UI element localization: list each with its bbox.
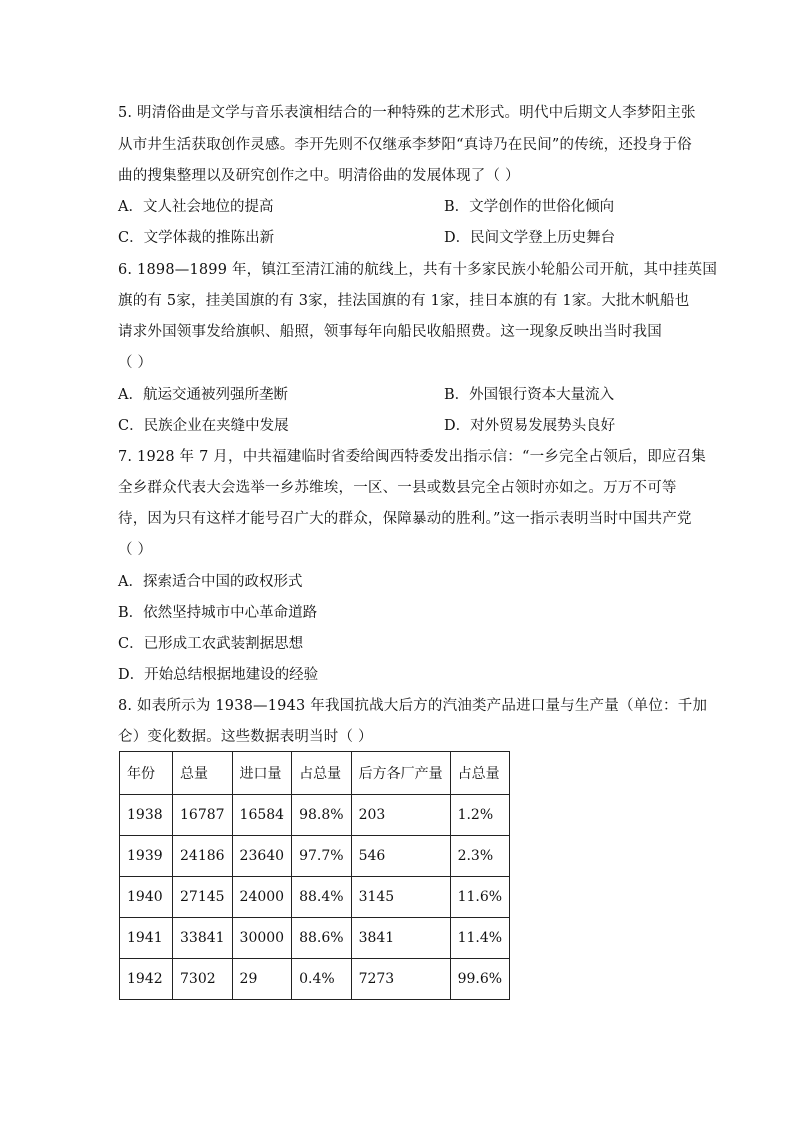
table-cell: 11.4% <box>450 918 509 959</box>
q6-option-b: B．外国银行资本大量流入 <box>444 387 615 403</box>
table-cell: 23640 <box>232 836 292 877</box>
table-cell: 16584 <box>232 795 292 836</box>
table-cell: 88.4% <box>292 877 351 918</box>
table-cell: 29 <box>232 959 292 1000</box>
table-cell: 98.8% <box>292 795 351 836</box>
table-row <box>120 795 510 836</box>
table-cell: 1941 <box>120 918 173 959</box>
q6-line-4: （ ） <box>118 355 153 371</box>
q7-line-1: 7. 1928 年 7 月，中共福建临时省委给闽西特委发出指示信：“一乡完全占领后，即应召集 <box>118 449 707 465</box>
q7-line-4: （ ） <box>118 542 153 558</box>
table-row <box>120 836 510 877</box>
table-cell: 3145 <box>351 877 450 918</box>
q8-line-1: 8. 如表所示为 1938—1943 年我国抗战大后方的汽油类产品进口量与生产量（单位：千加 <box>118 698 708 714</box>
table-cell: 1942 <box>120 959 173 1000</box>
table-header-cell: 总量 <box>173 752 233 795</box>
table-cell: 30000 <box>232 918 292 959</box>
table-cell: 0.4% <box>292 959 351 1000</box>
q5-line-1: 5. 明清俗曲是文学与音乐表演相结合的一种特殊的艺术形式。明代中后期文人李梦阳主张 <box>118 105 696 121</box>
table-cell: 16787 <box>173 795 233 836</box>
table-cell: 1938 <box>120 795 173 836</box>
q6-line-1: 6. 1898—1899 年，镇江至清江浦的航线上，共有十多家民族小轮船公司开航，其中挂英国 <box>118 262 718 278</box>
q7-line-3: 待，因为只有这样才能号召广大的群众，保障暴动的胜利。”这一指示表明当时中国共产党 <box>118 511 692 527</box>
table-header-cell: 后方各厂产量 <box>351 752 450 795</box>
q7-option-b: B．依然坚持城市中心革命道路 <box>118 605 318 621</box>
table-cell: 7273 <box>351 959 450 1000</box>
q8-line-2: 仑）变化数据。这些数据表明当时（ ） <box>118 729 373 745</box>
q6-option-d: D．对外贸易发展势头良好 <box>444 418 616 434</box>
q7-option-a: A．探索适合中国的政权形式 <box>118 574 303 590</box>
table-cell: 1939 <box>120 836 173 877</box>
table-cell: 1.2% <box>450 795 509 836</box>
q6-option-a: A．航运交通被列强所垄断 <box>118 387 288 403</box>
q5-option-b: B．文学创作的世俗化倾向 <box>444 199 615 215</box>
q7-option-c: C．已形成工农武装割据思想 <box>118 636 304 652</box>
q6-line-3: 请求外国领事发给旗帜、船照，领事每年向船民收船照费。这一现象反映出当时我国 <box>118 324 662 340</box>
table-cell: 2.3% <box>450 836 509 877</box>
q6-option-c: C．民族企业在夹缝中发展 <box>118 418 289 434</box>
q6-line-2: 旗的有 5家，挂美国旗的有 3家，挂法国旗的有 1家，挂日本旗的有 1家。大批木帆船也 <box>118 293 690 309</box>
table-cell: 24186 <box>173 836 233 877</box>
table-cell: 97.7% <box>292 836 351 877</box>
petroleum-data-table <box>119 751 510 1000</box>
table-row <box>120 959 510 1000</box>
table-row <box>120 918 510 959</box>
table-header-cell: 年份 <box>120 752 173 795</box>
table-cell: 99.6% <box>450 959 509 1000</box>
table-header-cell: 占总量 <box>450 752 509 795</box>
table-cell: 24000 <box>232 877 292 918</box>
table-cell: 7302 <box>173 959 233 1000</box>
table-cell: 3841 <box>351 918 450 959</box>
table-header-row <box>120 752 510 795</box>
q5-option-a: A．文人社会地位的提高 <box>118 199 274 215</box>
q7-option-d: D．开始总结根据地建设的经验 <box>118 667 319 683</box>
q5-option-d: D．民间文学登上历史舞台 <box>444 230 616 246</box>
table-header-cell: 占总量 <box>292 752 351 795</box>
table-cell: 546 <box>351 836 450 877</box>
table-header-cell: 进口量 <box>232 752 292 795</box>
q7-line-2: 全乡群众代表大会选举一乡苏维埃，一区、一县或数县完全占领时亦如之。万万不可等 <box>118 480 677 496</box>
q5-line-3: 曲的搜集整理以及研究创作之中。明清俗曲的发展体现了（ ） <box>118 168 520 184</box>
table-row <box>120 877 510 918</box>
table-cell: 11.6% <box>450 877 509 918</box>
q5-line-2: 从市井生活获取创作灵感。李开先则不仅继承李梦阳“真诗乃在民间”的传统，还投身于俗 <box>118 137 692 153</box>
table-cell: 27145 <box>173 877 233 918</box>
table-cell: 203 <box>351 795 450 836</box>
table-cell: 88.6% <box>292 918 351 959</box>
table-cell: 33841 <box>173 918 233 959</box>
q5-option-c: C．文学体裁的推陈出新 <box>118 230 275 246</box>
table-cell: 1940 <box>120 877 173 918</box>
